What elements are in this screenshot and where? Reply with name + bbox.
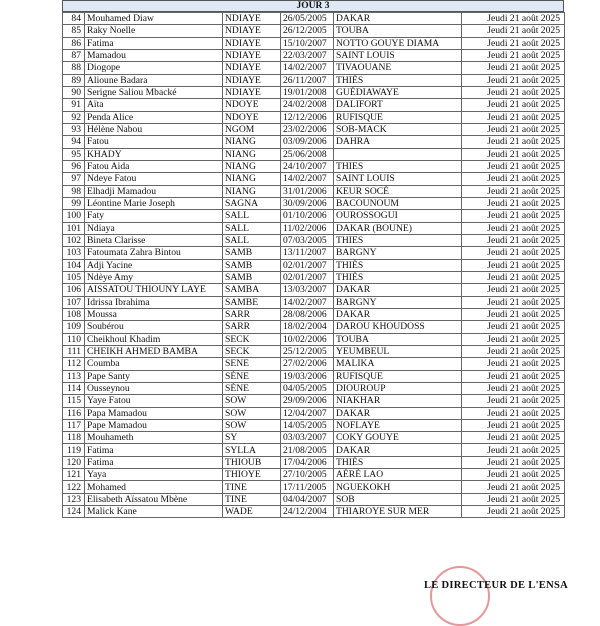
last-name: SECK — [223, 345, 281, 357]
exam-day: Jeudi 21 août 2025 — [462, 173, 565, 185]
exam-day: Jeudi 21 août 2025 — [462, 395, 565, 407]
first-name: Mohamed — [85, 481, 223, 493]
birth-date: 10/02/2006 — [281, 333, 334, 345]
row-number: 84 — [63, 13, 85, 25]
exam-day: Jeudi 21 août 2025 — [462, 271, 565, 283]
first-name: Mamadou — [85, 49, 223, 61]
exam-day: Jeudi 21 août 2025 — [462, 469, 565, 481]
first-name: Pape Mamadou — [85, 419, 223, 431]
exam-day: Jeudi 21 août 2025 — [462, 62, 565, 74]
exam-day: Jeudi 21 août 2025 — [462, 86, 565, 98]
table-row — [63, 86, 565, 98]
last-name: NDOYE — [223, 99, 281, 111]
last-name: SYLLA — [223, 444, 281, 456]
birth-date: 27/10/2005 — [281, 469, 334, 481]
first-name: Fatou — [85, 136, 223, 148]
table-row — [63, 432, 565, 444]
table-row — [63, 99, 565, 111]
table-row — [63, 197, 565, 209]
first-name: Moussa — [85, 308, 223, 320]
row-number: 94 — [63, 136, 85, 148]
first-name: Fatima — [85, 456, 223, 468]
exam-day: Jeudi 21 août 2025 — [462, 407, 565, 419]
exam-day: Jeudi 21 août 2025 — [462, 160, 565, 172]
first-name: Léontine Marie Joseph — [85, 197, 223, 209]
exam-day: Jeudi 21 août 2025 — [462, 382, 565, 394]
last-name: NDIAYE — [223, 49, 281, 61]
table-row — [63, 123, 565, 135]
exam-day: Jeudi 21 août 2025 — [462, 99, 565, 111]
last-name: NIANG — [223, 160, 281, 172]
last-name: SÈNE — [223, 370, 281, 382]
exam-day: Jeudi 21 août 2025 — [462, 284, 565, 296]
first-name: Malick Kane — [85, 506, 223, 518]
exam-day: Jeudi 21 août 2025 — [462, 111, 565, 123]
first-name: Ndiaya — [85, 222, 223, 234]
birth-place: NOFLAYE — [334, 419, 462, 431]
table-row — [63, 395, 565, 407]
birth-date: 29/09/2006 — [281, 395, 334, 407]
birth-date: 19/01/2008 — [281, 86, 334, 98]
table-row — [63, 74, 565, 86]
last-name: SY — [223, 432, 281, 444]
birth-place: THIÈS — [334, 259, 462, 271]
birth-date: 13/11/2007 — [281, 247, 334, 259]
row-number: 89 — [63, 74, 85, 86]
row-number: 106 — [63, 284, 85, 296]
birth-date: 03/09/2006 — [281, 136, 334, 148]
birth-date: 12/12/2006 — [281, 111, 334, 123]
last-name: NGOM — [223, 123, 281, 135]
first-name: Fatima — [85, 37, 223, 49]
birth-place: RUFISQUE — [334, 111, 462, 123]
exam-day: Jeudi 21 août 2025 — [462, 136, 565, 148]
row-number: 114 — [63, 382, 85, 394]
last-name: SOW — [223, 395, 281, 407]
birth-date: 28/08/2006 — [281, 308, 334, 320]
table-row — [63, 506, 565, 518]
first-name: Alioune Badara — [85, 74, 223, 86]
table-row — [63, 493, 565, 505]
birth-date: 13/03/2007 — [281, 284, 334, 296]
first-name: Ousseynou — [85, 382, 223, 394]
last-name: TINE — [223, 481, 281, 493]
last-name: NIANG — [223, 148, 281, 160]
table-row — [63, 13, 565, 25]
row-number: 112 — [63, 358, 85, 370]
exam-day: Jeudi 21 août 2025 — [462, 493, 565, 505]
last-name: THIOYE — [223, 469, 281, 481]
table-row — [63, 407, 565, 419]
exam-day: Jeudi 21 août 2025 — [462, 259, 565, 271]
exam-day: Jeudi 21 août 2025 — [462, 481, 565, 493]
birth-place: THIES — [334, 160, 462, 172]
first-name: Serigne Saliou Mbacké — [85, 86, 223, 98]
exam-day: Jeudi 21 août 2025 — [462, 37, 565, 49]
first-name: CHEIKH AHMED BAMBA — [85, 345, 223, 357]
birth-place: DAKAR — [334, 407, 462, 419]
row-number: 97 — [63, 173, 85, 185]
last-name: NDIAYE — [223, 62, 281, 74]
birth-date: 24/12/2004 — [281, 506, 334, 518]
birth-date: 04/05/2005 — [281, 382, 334, 394]
birth-place: SAINT LOUIS — [334, 173, 462, 185]
birth-place: KEUR SOCÉ — [334, 185, 462, 197]
birth-place: THIÈS — [334, 271, 462, 283]
last-name: SOW — [223, 419, 281, 431]
last-name: SARR — [223, 308, 281, 320]
row-number: 86 — [63, 37, 85, 49]
row-number: 91 — [63, 99, 85, 111]
last-name: SAMB — [223, 271, 281, 283]
last-name: NDIAYE — [223, 13, 281, 25]
birth-place: RUFISQUE — [334, 370, 462, 382]
birth-date: 07/03/2005 — [281, 234, 334, 246]
birth-date: 14/02/2007 — [281, 296, 334, 308]
birth-date: 18/02/2004 — [281, 321, 334, 333]
birth-place: NGUEKOKH — [334, 481, 462, 493]
first-name: Idrissa Ibrahima — [85, 296, 223, 308]
table-row — [63, 382, 565, 394]
first-name: Fatoumata Zahra Bintou — [85, 247, 223, 259]
last-name: SALL — [223, 222, 281, 234]
birth-place: NOTTO GOUYE DIAMA — [334, 37, 462, 49]
last-name: THIOUB — [223, 456, 281, 468]
row-number: 111 — [63, 345, 85, 357]
last-name: NIANG — [223, 173, 281, 185]
birth-place: MALIKA — [334, 358, 462, 370]
last-name: SAMBA — [223, 284, 281, 296]
birth-date: 14/02/2007 — [281, 173, 334, 185]
first-name: KHADY — [85, 148, 223, 160]
table-row — [63, 444, 565, 456]
birth-date: 03/03/2007 — [281, 432, 334, 444]
exam-day: Jeudi 21 août 2025 — [462, 296, 565, 308]
row-number: 108 — [63, 308, 85, 320]
first-name: Adji Yacine — [85, 259, 223, 271]
birth-place: OUROSSOGUI — [334, 210, 462, 222]
exam-day: Jeudi 21 août 2025 — [462, 210, 565, 222]
row-number: 88 — [63, 62, 85, 74]
table-row — [63, 456, 565, 468]
row-number: 113 — [63, 370, 85, 382]
first-name: Aïta — [85, 99, 223, 111]
table-row — [63, 247, 565, 259]
exam-day: Jeudi 21 août 2025 — [462, 74, 565, 86]
row-number: 115 — [63, 395, 85, 407]
exam-day: Jeudi 21 août 2025 — [462, 321, 565, 333]
exam-day: Jeudi 21 août 2025 — [462, 333, 565, 345]
birth-place: THIÈS — [334, 456, 462, 468]
birth-date: 02/01/2007 — [281, 259, 334, 271]
birth-date: 04/04/2007 — [281, 493, 334, 505]
birth-place: YEUMBEUL — [334, 345, 462, 357]
exam-day: Jeudi 21 août 2025 — [462, 13, 565, 25]
first-name: Papa Mamadou — [85, 407, 223, 419]
birth-place: DAKAR — [334, 444, 462, 456]
birth-date: 15/10/2007 — [281, 37, 334, 49]
birth-place: DIOUROUP — [334, 382, 462, 394]
table-row — [63, 25, 565, 37]
first-name: Yaye Fatou — [85, 395, 223, 407]
last-name: SENE — [223, 358, 281, 370]
birth-date: 24/10/2007 — [281, 160, 334, 172]
birth-place: DAKAR (BOUNE) — [334, 222, 462, 234]
table-row — [63, 321, 565, 333]
table-row — [63, 148, 565, 160]
table-row — [63, 333, 565, 345]
birth-place: THIES — [334, 234, 462, 246]
birth-date: 22/03/2007 — [281, 49, 334, 61]
birth-date: 14/05/2005 — [281, 419, 334, 431]
birth-place: SOB-MACK — [334, 123, 462, 135]
first-name: Cheikhoul Khadim — [85, 333, 223, 345]
birth-date: 23/02/2006 — [281, 123, 334, 135]
last-name: WADE — [223, 506, 281, 518]
last-name: NDIAYE — [223, 37, 281, 49]
exam-day: Jeudi 21 août 2025 — [462, 308, 565, 320]
exam-day: Jeudi 21 août 2025 — [462, 197, 565, 209]
table-row — [63, 419, 565, 431]
exam-day: Jeudi 21 août 2025 — [462, 358, 565, 370]
row-number: 99 — [63, 197, 85, 209]
table-row — [63, 173, 565, 185]
signature-line: LE DIRECTEUR DE L'ENSA — [424, 580, 569, 591]
exam-day: Jeudi 21 août 2025 — [462, 247, 565, 259]
first-name: Mouhameth — [85, 432, 223, 444]
row-number: 105 — [63, 271, 85, 283]
table-row — [63, 481, 565, 493]
exam-day: Jeudi 21 août 2025 — [462, 234, 565, 246]
birth-date: 19/03/2006 — [281, 370, 334, 382]
row-number: 103 — [63, 247, 85, 259]
first-name: AISSATOU THIOUNY LAYE — [85, 284, 223, 296]
first-name: Fatima — [85, 444, 223, 456]
row-number: 109 — [63, 321, 85, 333]
row-number: 124 — [63, 506, 85, 518]
birth-place: BACOUNOUM — [334, 197, 462, 209]
last-name: SOW — [223, 407, 281, 419]
birth-place: BARGNY — [334, 296, 462, 308]
table-row — [63, 49, 565, 61]
row-number: 121 — [63, 469, 85, 481]
first-name: Faty — [85, 210, 223, 222]
exam-day: Jeudi 21 août 2025 — [462, 345, 565, 357]
first-name: Ndèye Amy — [85, 271, 223, 283]
last-name: SALL — [223, 234, 281, 246]
row-number: 107 — [63, 296, 85, 308]
table-row — [63, 271, 565, 283]
table-row — [63, 111, 565, 123]
first-name: Fatou Aida — [85, 160, 223, 172]
last-name: SAGNA — [223, 197, 281, 209]
birth-date: 25/06/2008 — [281, 148, 334, 160]
table-row — [63, 358, 565, 370]
birth-place — [334, 148, 462, 160]
first-name: Diogope — [85, 62, 223, 74]
birth-place: DAKAR — [334, 308, 462, 320]
table-row — [63, 185, 565, 197]
row-number: 104 — [63, 259, 85, 271]
last-name: TINE — [223, 493, 281, 505]
official-stamp — [430, 566, 490, 626]
last-name: SARR — [223, 321, 281, 333]
last-name: NDIAYE — [223, 86, 281, 98]
birth-place: DAKAR — [334, 284, 462, 296]
birth-date: 30/09/2006 — [281, 197, 334, 209]
birth-date: 24/02/2008 — [281, 99, 334, 111]
last-name: NDIAYE — [223, 25, 281, 37]
first-name: Bineta Clarisse — [85, 234, 223, 246]
birth-place: COKY GOUYE — [334, 432, 462, 444]
day-title: JOUR 3 — [62, 0, 564, 12]
birth-date: 31/01/2006 — [281, 185, 334, 197]
birth-date: 21/08/2005 — [281, 444, 334, 456]
birth-place: DALIFORT — [334, 99, 462, 111]
exam-day: Jeudi 21 août 2025 — [462, 432, 565, 444]
exam-day: Jeudi 21 août 2025 — [462, 25, 565, 37]
first-name: Coumba — [85, 358, 223, 370]
table-row — [63, 259, 565, 271]
birth-place: TOUBA — [334, 333, 462, 345]
table-row — [63, 345, 565, 357]
row-number: 102 — [63, 234, 85, 246]
first-name: Elhadji Mamadou — [85, 185, 223, 197]
exam-day: Jeudi 21 août 2025 — [462, 222, 565, 234]
table-row — [63, 469, 565, 481]
row-number: 117 — [63, 419, 85, 431]
row-number: 87 — [63, 49, 85, 61]
table-row — [63, 222, 565, 234]
row-number: 100 — [63, 210, 85, 222]
row-number: 95 — [63, 148, 85, 160]
birth-place: SAINT LOUIS — [334, 49, 462, 61]
last-name: SECK — [223, 333, 281, 345]
first-name: Ndeye Fatou — [85, 173, 223, 185]
birth-date: 01/10/2006 — [281, 210, 334, 222]
first-name: Yaya — [85, 469, 223, 481]
birth-place: DAROU KHOUDOSS — [334, 321, 462, 333]
first-name: Pape Santy — [85, 370, 223, 382]
last-name: SAMBE — [223, 296, 281, 308]
row-number: 93 — [63, 123, 85, 135]
birth-place: TOUBA — [334, 25, 462, 37]
candidate-table — [62, 12, 565, 518]
row-number: 85 — [63, 25, 85, 37]
birth-date: 27/02/2006 — [281, 358, 334, 370]
birth-place: NIAKHAR — [334, 395, 462, 407]
birth-place: DAHRA — [334, 136, 462, 148]
birth-date: 25/12/2005 — [281, 345, 334, 357]
birth-date: 26/11/2007 — [281, 74, 334, 86]
first-name: Mouhamed Diaw — [85, 13, 223, 25]
birth-place: SOB — [334, 493, 462, 505]
birth-date: 17/04/2006 — [281, 456, 334, 468]
birth-place: DAKAR — [334, 13, 462, 25]
first-name: Raky Noelle — [85, 25, 223, 37]
last-name: NDIAYE — [223, 74, 281, 86]
row-number: 90 — [63, 86, 85, 98]
last-name: SALL — [223, 210, 281, 222]
table-body — [63, 13, 565, 518]
table-row — [63, 296, 565, 308]
birth-date: 02/01/2007 — [281, 271, 334, 283]
table-row — [63, 284, 565, 296]
exam-day: Jeudi 21 août 2025 — [462, 456, 565, 468]
table-row — [63, 234, 565, 246]
first-name: Hélène Nabou — [85, 123, 223, 135]
table-row — [63, 160, 565, 172]
last-name: NIANG — [223, 185, 281, 197]
exam-day: Jeudi 21 août 2025 — [462, 185, 565, 197]
last-name: NDOYE — [223, 111, 281, 123]
row-number: 120 — [63, 456, 85, 468]
exam-day: Jeudi 21 août 2025 — [462, 148, 565, 160]
table-row — [63, 210, 565, 222]
last-name: SÈNE — [223, 382, 281, 394]
birth-place: GUÉDIAWAYE — [334, 86, 462, 98]
birth-date: 11/02/2006 — [281, 222, 334, 234]
table-row — [63, 370, 565, 382]
row-number: 101 — [63, 222, 85, 234]
exam-day: Jeudi 21 août 2025 — [462, 49, 565, 61]
first-name: Penda Alice — [85, 111, 223, 123]
table-row — [63, 308, 565, 320]
row-number: 98 — [63, 185, 85, 197]
birth-place: AÉRÉ LAO — [334, 469, 462, 481]
row-number: 123 — [63, 493, 85, 505]
exam-day: Jeudi 21 août 2025 — [462, 506, 565, 518]
row-number: 116 — [63, 407, 85, 419]
exam-day: Jeudi 21 août 2025 — [462, 123, 565, 135]
exam-day: Jeudi 21 août 2025 — [462, 370, 565, 382]
birth-place: BARGNY — [334, 247, 462, 259]
birth-place: TIVAOUANE — [334, 62, 462, 74]
row-number: 122 — [63, 481, 85, 493]
birth-date: 26/12/2005 — [281, 25, 334, 37]
birth-date: 14/02/2007 — [281, 62, 334, 74]
table-row — [63, 37, 565, 49]
birth-place: THIAROYE SUR MER — [334, 506, 462, 518]
birth-date: 17/11/2005 — [281, 481, 334, 493]
first-name: Elisabeth Aïssatou Mbène — [85, 493, 223, 505]
first-name: Soubérou — [85, 321, 223, 333]
birth-place: THIÈS — [334, 74, 462, 86]
birth-date: 12/04/2007 — [281, 407, 334, 419]
row-number: 110 — [63, 333, 85, 345]
row-number: 92 — [63, 111, 85, 123]
exam-day: Jeudi 21 août 2025 — [462, 419, 565, 431]
table-row — [63, 62, 565, 74]
last-name: NIANG — [223, 136, 281, 148]
exam-day: Jeudi 21 août 2025 — [462, 444, 565, 456]
row-number: 96 — [63, 160, 85, 172]
birth-date: 26/05/2005 — [281, 13, 334, 25]
row-number: 119 — [63, 444, 85, 456]
row-number: 118 — [63, 432, 85, 444]
table-row — [63, 136, 565, 148]
last-name: SAMB — [223, 247, 281, 259]
last-name: SAMB — [223, 259, 281, 271]
